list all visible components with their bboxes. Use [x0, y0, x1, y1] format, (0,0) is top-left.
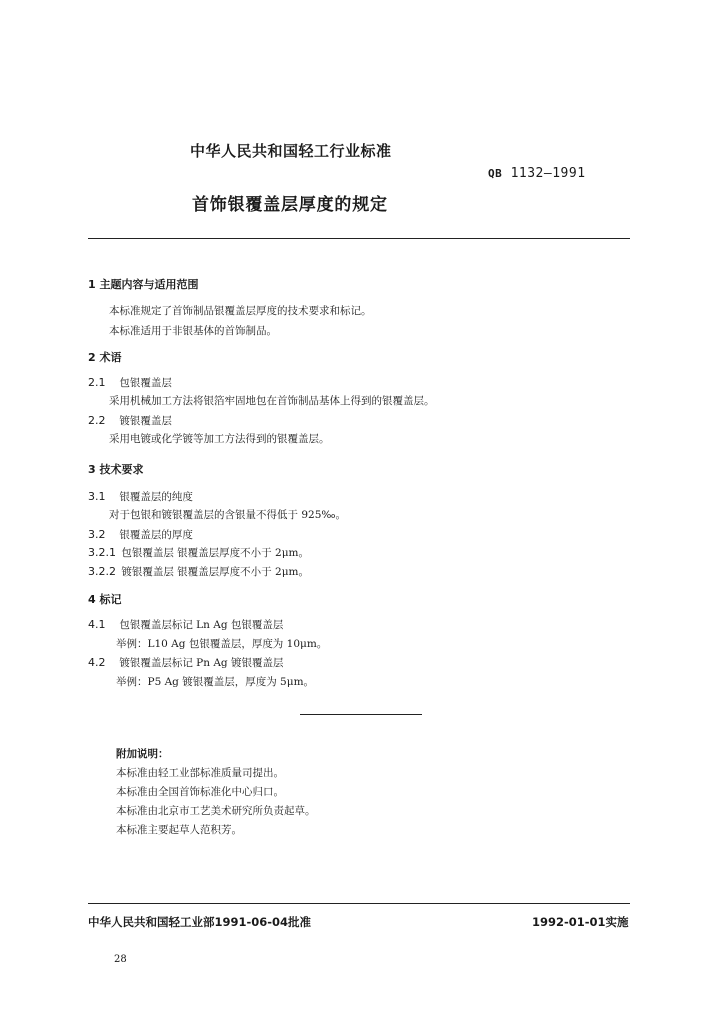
section-4-heading: 4 标记	[88, 593, 122, 606]
clause-text: 包银覆盖层标记 Ln Ag 包银覆盖层	[119, 619, 284, 631]
clause-3-2-2	[88, 564, 309, 579]
clause-4-1	[88, 617, 283, 632]
clause-number: 2.2	[88, 414, 106, 427]
standard-code-number: 1132—1991	[510, 166, 586, 181]
clause-number: 3.2.2	[88, 565, 116, 578]
standard-code	[488, 166, 586, 181]
clause-number: 4.2	[88, 656, 106, 669]
clause-3-2-1	[88, 545, 309, 560]
clause-3-2	[88, 527, 193, 542]
page-number: 28	[114, 954, 127, 965]
standard-code-prefix: QB	[488, 167, 503, 180]
clause-3-1	[88, 489, 193, 504]
approval-statement: 中华人民共和国轻工业部1991-06-04批准	[88, 915, 312, 929]
clause-text: 镀银覆盖层标记 Pn Ag 镀银覆盖层	[119, 657, 284, 669]
clause-title: 银覆盖层的纯度	[119, 491, 193, 503]
clause-2-1	[88, 375, 172, 390]
clause-4-1-example: 举例：L10 Ag 包银覆盖层，厚度为 10μm。	[116, 638, 328, 650]
section-1-para-2: 本标准适用于非银基体的首饰制品。	[109, 325, 277, 337]
clause-4-2	[88, 655, 284, 670]
section-1-para-1: 本标准规定了首饰制品银覆盖层厚度的技术要求和标记。	[109, 305, 372, 317]
clause-3-1-text: 对于包银和镀银覆盖层的含银量不得低于 925‰。	[109, 509, 346, 521]
clause-title: 包银覆盖层	[119, 377, 172, 389]
notes-heading: 附加说明：	[116, 748, 169, 760]
section-1-heading: 1 主题内容与适用范围	[88, 278, 199, 291]
clause-number: 4.1	[88, 618, 106, 631]
clause-2-2-text: 采用电镀或化学镀等加工方法得到的银覆盖层。	[109, 433, 330, 445]
section-3-heading: 3 技术要求	[88, 463, 144, 476]
clause-number: 3.1	[88, 490, 106, 503]
header-divider	[88, 238, 630, 239]
clause-text: 包银覆盖层 银覆盖层厚度不小于 2μm。	[121, 547, 309, 559]
clause-title: 银覆盖层的厚度	[119, 529, 193, 541]
clause-4-2-example: 举例：P5 Ag 镀银覆盖层，厚度为 5μm。	[116, 676, 315, 688]
section-2-heading: 2 术语	[88, 351, 122, 364]
document-title: 首饰银覆盖层厚度的规定	[192, 195, 388, 215]
note-line-1: 本标准由轻工业部标准质量司提出。	[116, 767, 284, 779]
footer-divider	[88, 903, 630, 904]
note-line-4: 本标准主要起草人范积芳。	[116, 824, 242, 836]
effective-date: 1992-01-01实施	[532, 915, 629, 929]
note-line-3: 本标准由北京市工艺美术研究所负责起草。	[116, 805, 316, 817]
issuing-organization: 中华人民共和国轻工行业标准	[190, 142, 392, 160]
end-rule	[300, 714, 422, 715]
note-line-2: 本标准由全国首饰标准化中心归口。	[116, 786, 284, 798]
clause-2-1-text: 采用机械加工方法将银箔牢固地包在首饰制品基体上得到的银覆盖层。	[109, 395, 435, 407]
clause-2-2	[88, 413, 172, 428]
clause-text: 镀银覆盖层 银覆盖层厚度不小于 2μm。	[121, 566, 309, 578]
clause-title: 镀银覆盖层	[119, 415, 172, 427]
clause-number: 3.2	[88, 528, 106, 541]
clause-number: 2.1	[88, 376, 106, 389]
clause-number: 3.2.1	[88, 546, 116, 559]
